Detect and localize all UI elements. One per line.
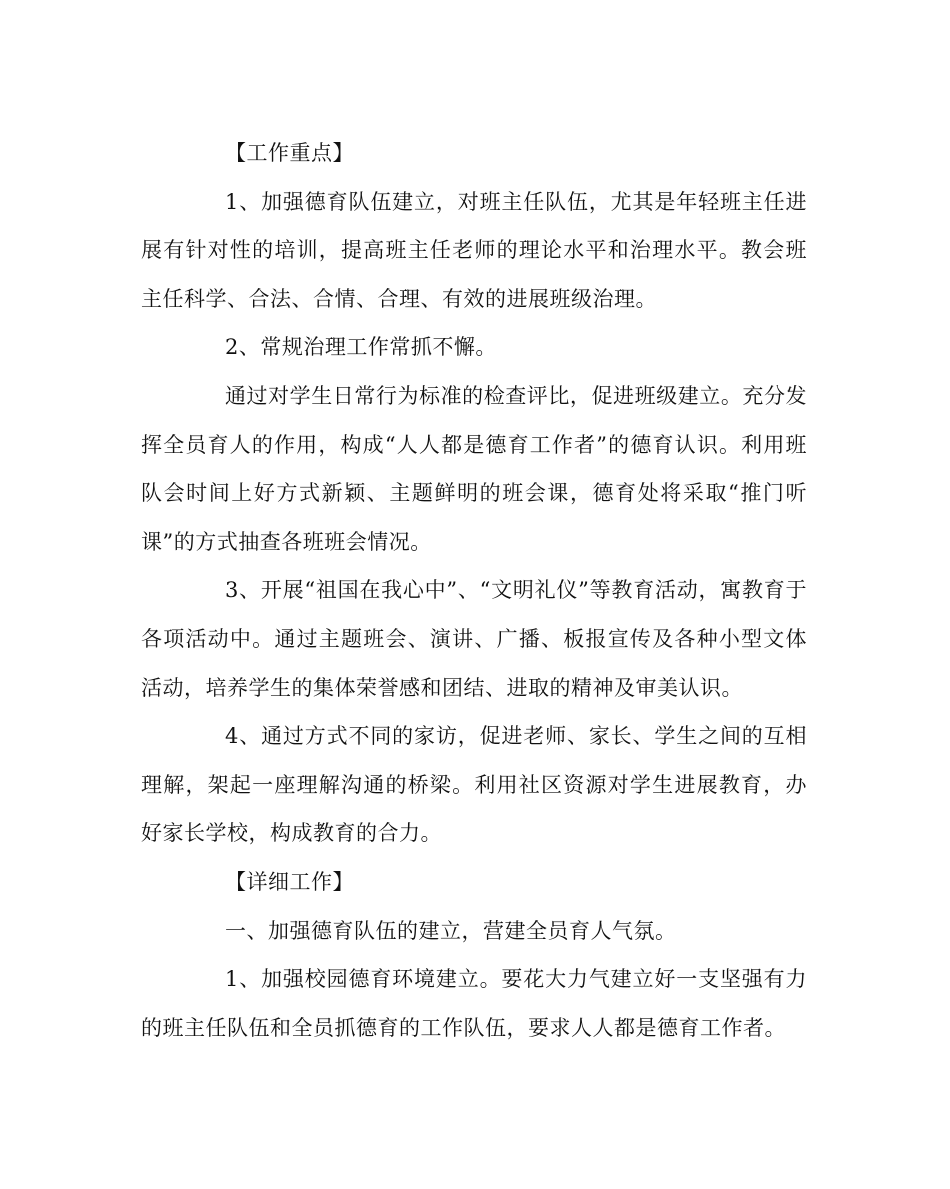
paragraph: 2、常规治理工作常抓不懈。 (225, 335, 497, 360)
section-heading-work-focus: 【工作重点】 (225, 141, 354, 165)
paragraph: 4、通过方式不同的家访，促进老师、家长、学生之间的互相理解，架起一座理解沟通的桥梁。利用社区资源对学生进展教育，办好家长学校，构成教育的合力。 (141, 724, 807, 846)
document-body (141, 129, 807, 1052)
paragraph: 1、加强校园德育环境建立。要花大力气建立好一支坚强有力的班主任队伍和全员抓德育的工作队伍，要求人人都是德育工作者。 (141, 967, 807, 1040)
paragraph: 一、加强德育队伍的建立，营建全员育人气氛。 (225, 918, 677, 943)
paragraph: 3、开展“祖国在我心中”、“文明礼仪”等教育活动，寓教育于各项活动中。通过主题班会、演讲、广播、板报宣传及各种小型文体活动，培养学生的集体荣誉感和团结、进取的精神及审美认识。 (141, 578, 807, 700)
paragraph: 1、加强德育队伍建立，对班主任队伍，尤其是年轻班主任进展有针对性的培训，提高班主任老师的理论水平和治理水平。教会班主任科学、合法、合情、合理、有效的进展班级治理。 (141, 189, 807, 311)
paragraph: 通过对学生日常行为标准的检查评比，促进班级建立。充分发挥全员育人的作用，构成“人人都是德育工作者”的德育认识。利用班队会时间上好方式新颖、主题鲜明的班会课，德育处将采取“推门听课”的方式抽查各班班会情况。 (141, 383, 807, 554)
section-heading-detailed-work: 【详细工作】 (225, 869, 354, 894)
